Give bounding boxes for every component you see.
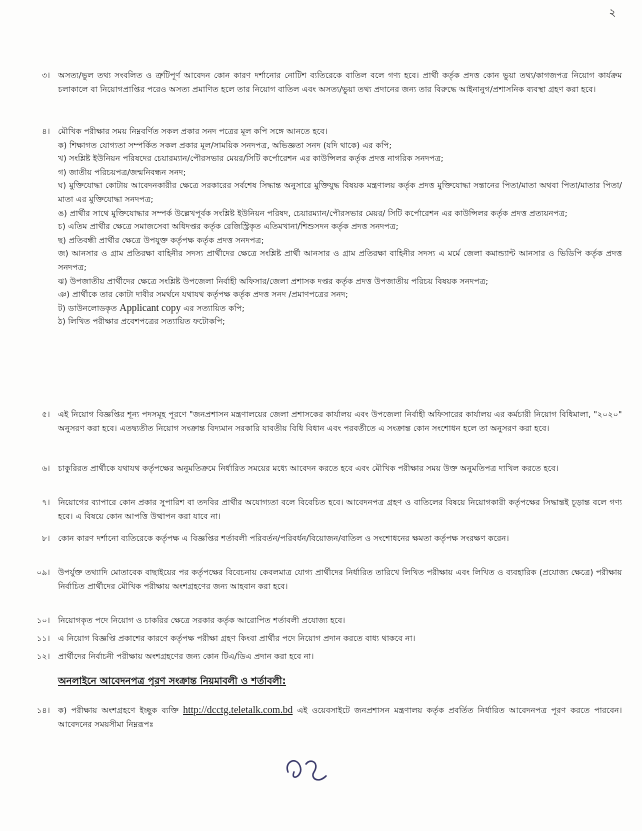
clause-number: ৮। bbox=[41, 533, 50, 543]
sub-ta-suffix: এর সত্যায়িত কপি; bbox=[180, 302, 245, 313]
clause-7 bbox=[41, 496, 622, 523]
clause-text: এই নিয়োগ বিজ্ঞপ্তির শূন্য পদসমূহ পূরণে "জনপ্রশাসন মন্ত্রণালয়ের জেলা প্রশাসকের কার্যালয় এবং উপজেলা নির্বাহী অফিসারের কার্যালয় এর কর্মচারী নিয়োগ বিধিমালা, "২০২০" অনুসরণ করা হবে। এতদ্ব্যতীত নিয়োগ সংক্রান্ত বিদ্যমান সরকারি যাবতীয় বিধি বিধান এবং পরবর্তীতে এ সংক্রান্ত কোন সংশোধন হলে তা অনুসরণ করা হবে। bbox=[58, 409, 622, 433]
clause-text: নিয়োগের ব্যাপারে কোন প্রকার সুপারিশ বা তদবির প্রার্থীর অযোগ্যতা বলে বিবেচিত হবে। আবেদনপত্র গ্রহণ ও বাতিলের বিষয়ে নিয়োগকারী কর্তৃপক্ষের সিদ্ধান্তই চূড়ান্ত বলে গণ্য হবে। এ বিষয়ে কোন আপত্তি উত্থাপন করা যাবে না। bbox=[58, 497, 622, 521]
clause-4-sub-gha: ঘ) মুক্তিযোদ্ধা কোটায় আবেদনকারীর ক্ষেত্রে সরকারের সর্বশেষ সিদ্ধান্ত অনুসারে মুক্তিযুদ্ধ বিষয়ক মন্ত্রণালয় কর্তৃক প্রদত্ত মুক্তিযোদ্ধা সন্তানের পিতা/মাতা অথবা পিতা/মাতার পিতা/মাতা এর মুক্তিযোদ্ধা সনদপত্র; bbox=[58, 180, 622, 204]
page-number: ২ bbox=[608, 6, 616, 19]
handwritten-initial-mark bbox=[280, 752, 340, 792]
online-application-heading: অনলাইনে আবেদনপত্র পূরণ সংক্রান্ত নিয়মাবলী ও শর্তাবলী: bbox=[58, 676, 287, 687]
clause-4-sub-ka: ক) শিক্ষাগত যোগ্যতা সম্পর্কিত সকল প্রকার মূল/সাময়িক সনদপত্র, অভিজ্ঞতা সনদ (যদি থাকে) এর কপি; bbox=[58, 139, 392, 150]
clause-9 bbox=[36, 566, 622, 593]
applicant-copy-text: Applicant copy bbox=[119, 302, 181, 314]
clause-4 bbox=[41, 125, 622, 329]
clause-number: ৫। bbox=[41, 409, 50, 419]
clause-11 bbox=[36, 632, 622, 646]
clause-4-sub-umo: ঙ) প্রার্থীর সাথে মুক্তিযোদ্ধার সম্পর্ক উল্লেখপূর্বক সংশ্লিষ্ট ইউনিয়ন পরিষদ, চেয়ারম্যান/পৌরসভার মেয়র/ সিটি কর্পোরেশন এর কাউন্সিলর কর্তৃক প্রদত্ত প্রত্যয়নপত্র; bbox=[58, 207, 568, 218]
clause-number: ৬। bbox=[41, 463, 50, 473]
clause-text: এ নিয়োগ বিজ্ঞপ্তি প্রকাশের কারণে কর্তৃপক্ষ পরীক্ষা গ্রহণ কিংবা প্রার্থীর পদে নিয়োগ প্রদান করতে বাধ্য থাকবে না। bbox=[58, 633, 416, 643]
clause-text: অসত্য/ভুল তথ্য সংবলিত ও ত্রুটিপূর্ণ আবেদন কোন কারণ দর্শানোর নোটিশ ব্যতিরেকে বাতিল বলে গণ্য হবে। প্রার্থী কর্তৃক প্রদত্ত কোন ভুয়া তথ্য/কাগজপত্র নিয়োগ কার্যক্রম চলাকালে বা নিয়োগপ্রাপ্তির পরেও অসত্য প্রমাণিত হলে তার নিয়োগ বাতিল এবং অসত্য/ভুয়া তথ্য প্রদানের জন্য তার বিরুদ্ধে আইনানুগ/প্রশাসনিক ব্যবস্থা গ্রহণ করা হবে। bbox=[58, 70, 622, 94]
clause-number: ৪। bbox=[41, 126, 50, 136]
clause-8 bbox=[41, 532, 622, 546]
clause-intro: মৌখিক পরীক্ষার সময় নিম্নবর্ণিত সকল প্রকার সনদ পত্রের মূল কপি সঙ্গে আনতে হবে। bbox=[58, 126, 328, 136]
clause-10 bbox=[36, 614, 622, 628]
clause-number: ১২। bbox=[36, 651, 50, 661]
clause-4-sub-cha: চ) এতিম প্রার্থীর ক্ষেত্রে সমাজসেবা অধিদপ্তর কর্তৃক রেজিস্ট্রিকৃত এতিমখানা/শিশুসদন কর্তৃক প্রদত্ত সনদপত্র; bbox=[58, 221, 399, 232]
clause-number: ১১। bbox=[36, 633, 50, 643]
clause-6 bbox=[41, 462, 622, 476]
clause-text: কোন কারণ দর্শানো ব্যতিরেকে কর্তৃপক্ষ এ বিজ্ঞপ্তির শর্তাবলী পরিবর্তন/পরিবর্ধন/বিয়োজন/বাতিল ও সংশোধনের ক্ষমতা কর্তৃপক্ষ সংরক্ষণ করেন। bbox=[58, 533, 510, 543]
clause-14 bbox=[36, 704, 622, 731]
clause-number: ১৪। bbox=[36, 705, 50, 715]
clause-text: চাকুরিরত প্রার্থীকে যথাযথ কর্তৃপক্ষের অনুমতিক্রমে নির্ধারিত সময়ের মধ্যে আবেদন করতে হবে এবং মৌখিক পরীক্ষার সময় উক্ত অনুমতিপত্র দাখিল করতে হবে। bbox=[58, 463, 559, 473]
clause-4-sub-tha: ঠ) লিখিত পরীক্ষার প্রবেশপত্রের সত্যায়িত ফটোকপি; bbox=[58, 316, 226, 327]
clause-4-sub-jha: ঝ) উপজাতীয় প্রার্থীদের ক্ষেত্রে সংশ্লিষ্ট উপজেলা নির্বাহী অফিসার/জেলা প্রশাসক দপ্তর কর্তৃক প্রদত্ত উপজাতীয় পরিচয় বিষয়ক সনদপত্র; bbox=[58, 275, 489, 286]
clause-4-sub-kha: খ) সংশ্লিষ্ট ইউনিয়ন পরিষদের চেয়ারম্যান/পৌরসভার মেয়র/সিটি কর্পোরেশন এর কাউন্সিলর কর্তৃক প্রদত্ত নাগরিক সনদপত্র; bbox=[58, 153, 444, 164]
clause-12 bbox=[36, 650, 622, 664]
clause-text: উপর্যুক্ত তথ্যাদি মোতাবেক বাছাইয়ের পর কর্তৃপক্ষের বিবেচনায় কেবলমাত্র যোগ্য প্রার্থীদের নির্ধারিত তারিখে লিখিত পরীক্ষায় এবং লিখিত ও ব্যবহারিক (প্রযোজ্য ক্ষেত্রে) পরীক্ষায় নির্বাচিত প্রার্থীদের মৌখিক পরীক্ষায় অংশগ্রহণের জন্য আহবান করা হবে। bbox=[58, 567, 622, 591]
clause-text: নিয়োগকৃত পদে নিয়োগ ও চাকরির ক্ষেত্রে সরকার কর্তৃক আরোপিত শর্তাবলী প্রযোজ্য হবে। bbox=[58, 615, 346, 625]
clause-4-sub-chha: ছ) প্রতিবন্ধী প্রার্থীর ক্ষেত্রে উপযুক্ত কর্তৃপক্ষ কর্তৃক প্রদত্ত সনদপত্র; bbox=[58, 234, 264, 245]
clause-text: প্রার্থীদের নির্বাচনী পরীক্ষায় অংশগ্রহণের জন্য কোন টিএ/ডিএ প্রদান করা হবে না। bbox=[58, 651, 314, 661]
clause-14-suffix: এই ওয়েবসাইটে জনপ্রশাসন মন্ত্রণালয় কর্তৃক প্রবর্তিত নির্ধারিত আবেদনপত্র পূরণ করতে পারবেন। আবেদনের সময়সীমা নিম্নরূপঃ bbox=[58, 705, 622, 729]
application-website-link[interactable]: http://dcctg.teletalk.com.bd bbox=[183, 705, 293, 716]
clause-4-sub-ta bbox=[58, 302, 622, 316]
clause-number: ৭। bbox=[41, 497, 50, 507]
clause-4-sub-nio: ঞ) প্রার্থীকে তার কোটা দাবীর সমর্থনে যথাযথ কর্তৃপক্ষ কর্তৃক প্রদত্ত সনদ /প্রমাণপত্রের সনদ; bbox=[58, 289, 349, 300]
clause-number: ১০। bbox=[36, 615, 50, 625]
clause-5 bbox=[41, 408, 622, 435]
clause-number: ৩। bbox=[41, 70, 50, 80]
clause-number: ০৯। bbox=[36, 567, 50, 577]
sub-ta-prefix: ট) ডাউনলোডকৃত bbox=[58, 302, 120, 313]
clause-3 bbox=[41, 69, 622, 96]
clause-14-prefix: ক) পরীক্ষায় অংশগ্রহণে ইচ্ছুক ব্যক্তি bbox=[58, 705, 183, 715]
clause-text bbox=[58, 704, 622, 731]
clause-4-sub-ga: গ) জাতীয় পরিচয়পত্র/জন্মনিবন্ধন সনদ; bbox=[58, 166, 186, 177]
clause-4-sub-ja: জ) আনসার ও গ্রাম প্রতিরক্ষা বাহিনীর সদস্য প্রার্থীদের ক্ষেত্রে সংশ্লিষ্ট প্রার্থী আনসার ও গ্রাম প্রতিরক্ষা বাহিনীর সদস্য এ মর্মে জেলা কমান্ড্যান্ট আনসার ও ভিডিপি কর্তৃক প্রদত্ত সনদপত্র; bbox=[58, 248, 622, 272]
